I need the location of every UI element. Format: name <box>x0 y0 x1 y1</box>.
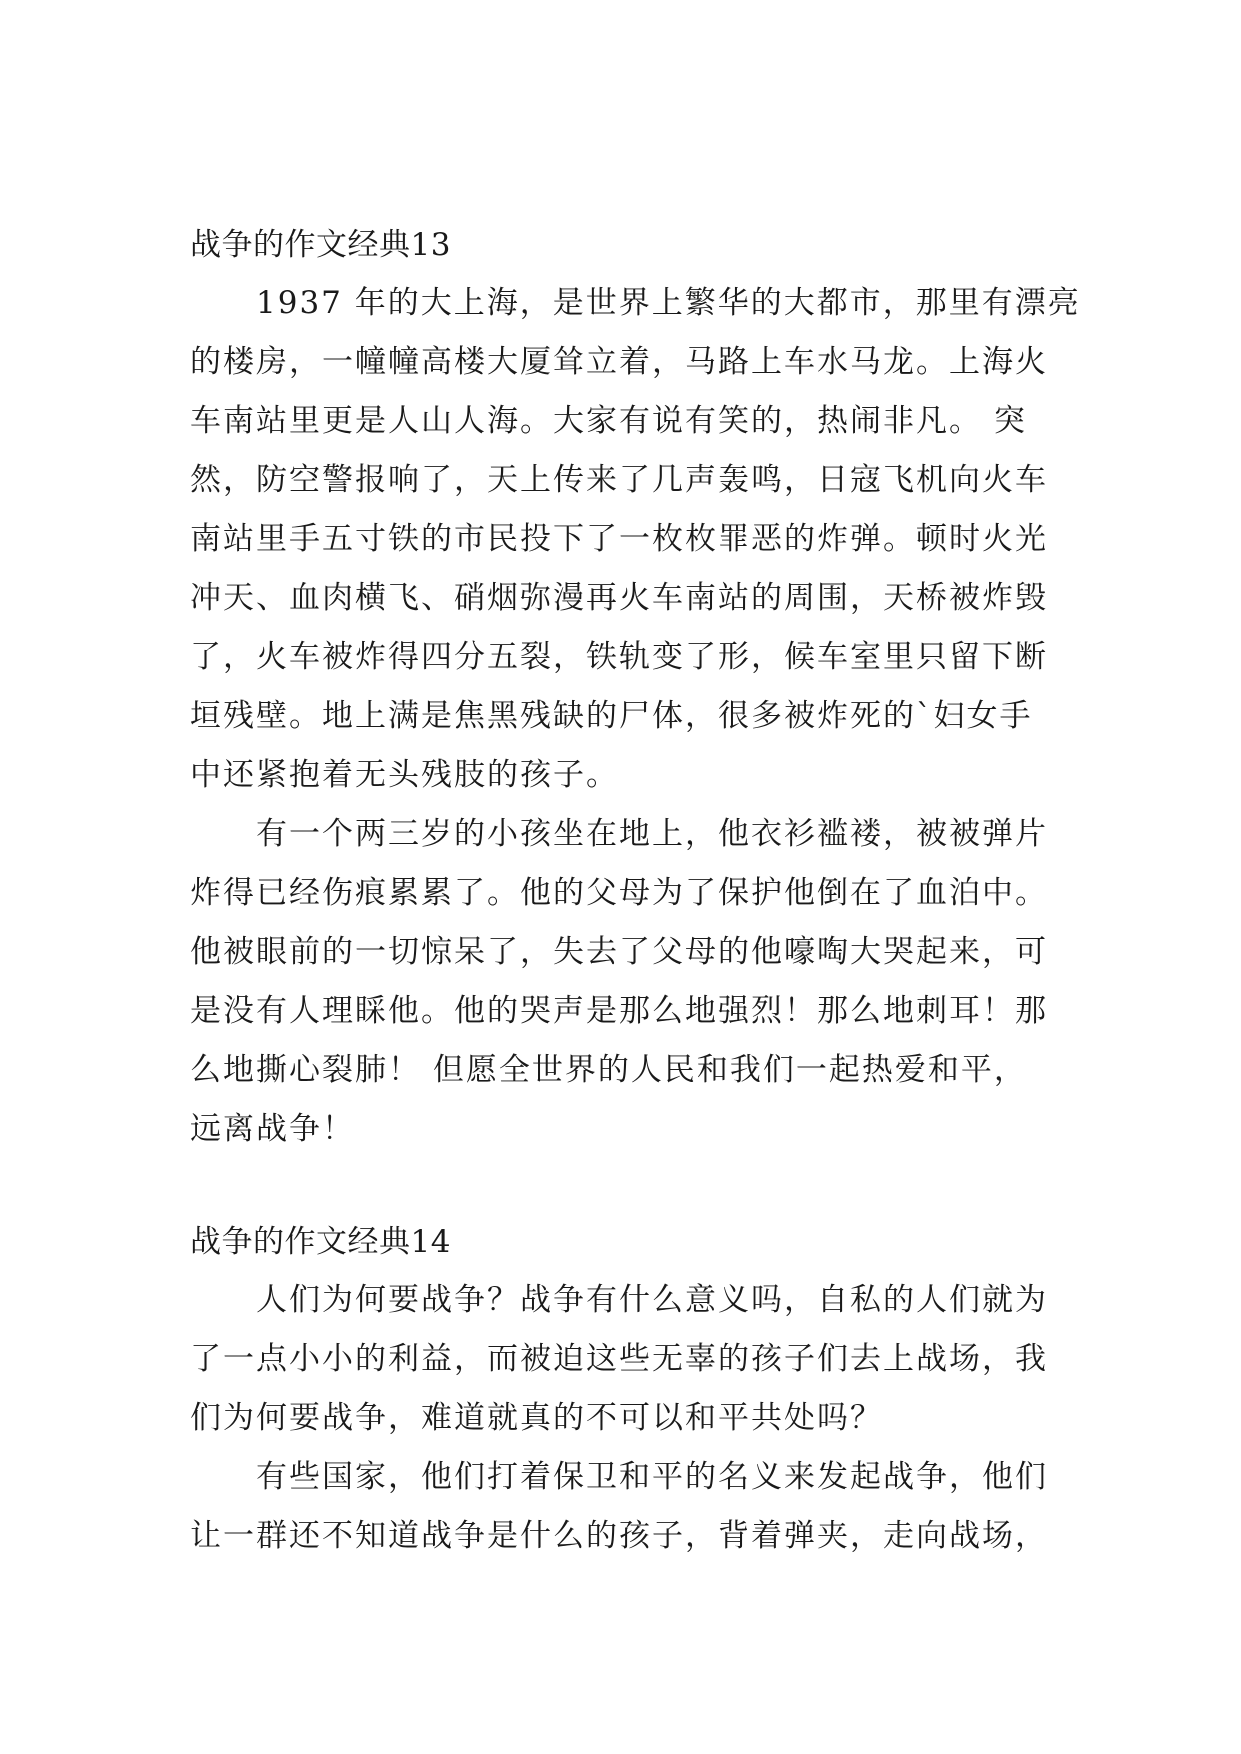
text-line: 的楼房，一幢幢高楼大厦耸立着，马路上车水马龙。上海火 <box>190 344 1048 380</box>
essay-section-13 <box>190 223 1081 1159</box>
text-line: 让一群还不知道战争是什么的孩子，背着弹夹，走向战场， <box>190 1518 1048 1554</box>
essay-paragraph <box>190 274 1081 805</box>
text-line: 南站里手五寸铁的市民投下了一枚枚罪恶的炸弹。顿时火光 <box>190 521 1048 557</box>
text-line: 们为何要战争，难道就真的不可以和平共处吗？ <box>190 1400 883 1436</box>
text-line: 垣残壁。地上满是焦黑残缺的尸体，很多被炸死的`妇女手 <box>190 698 1033 734</box>
text-line: 么地撕心裂肺！ 但愿全世界的人民和我们一起热爱和平， <box>190 1052 1027 1088</box>
essay-paragraph <box>190 1271 1060 1448</box>
text-line: 是没有人理睬他。他的哭声是那么地强烈！那么地刺耳！那 <box>190 993 1048 1029</box>
essay-paragraph <box>190 805 1060 1159</box>
essay-title: 战争的作文经典14 <box>190 1224 451 1260</box>
text-line: 中还紧抱着无头残肢的孩子。 <box>190 757 619 793</box>
text-line: 车南站里更是人山人海。大家有说有笑的，热闹非凡。 突 <box>190 403 1027 439</box>
text-line: 了一点小小的利益，而被迫这些无辜的孩子们去上战场，我 <box>190 1341 1048 1377</box>
text-line: 远离战争！ <box>190 1111 355 1147</box>
text-line: 有一个两三岁的小孩坐在地上，他衣衫褴褛，被被弹片 <box>256 816 1048 852</box>
text-line: 了，火车被炸得四分五裂，铁轨变了形，候车室里只留下断 <box>190 639 1048 675</box>
essay-section-14 <box>190 1220 1060 1566</box>
text-line: 他被眼前的一切惊呆了，失去了父母的他嚎啕大哭起来，可 <box>190 934 1048 970</box>
text-line: 然，防空警报响了，天上传来了几声轰鸣，日寇飞机向火车 <box>190 462 1048 498</box>
essay-paragraph <box>190 1448 1060 1566</box>
text-line: 冲天、血肉横飞、硝烟弥漫再火车南站的周围，天桥被炸毁 <box>190 580 1048 616</box>
text-line: 有些国家，他们打着保卫和平的名义来发起战争，他们 <box>256 1459 1048 1495</box>
essay-title: 战争的作文经典13 <box>190 227 451 263</box>
text-line: 人们为何要战争？战争有什么意义吗，自私的人们就为 <box>256 1282 1048 1318</box>
text-line: 炸得已经伤痕累累了。他的父母为了保护他倒在了血泊中。 <box>190 875 1048 911</box>
text-line: 1937 年的大上海，是世界上繁华的大都市，那里有漂亮 <box>256 285 1081 321</box>
